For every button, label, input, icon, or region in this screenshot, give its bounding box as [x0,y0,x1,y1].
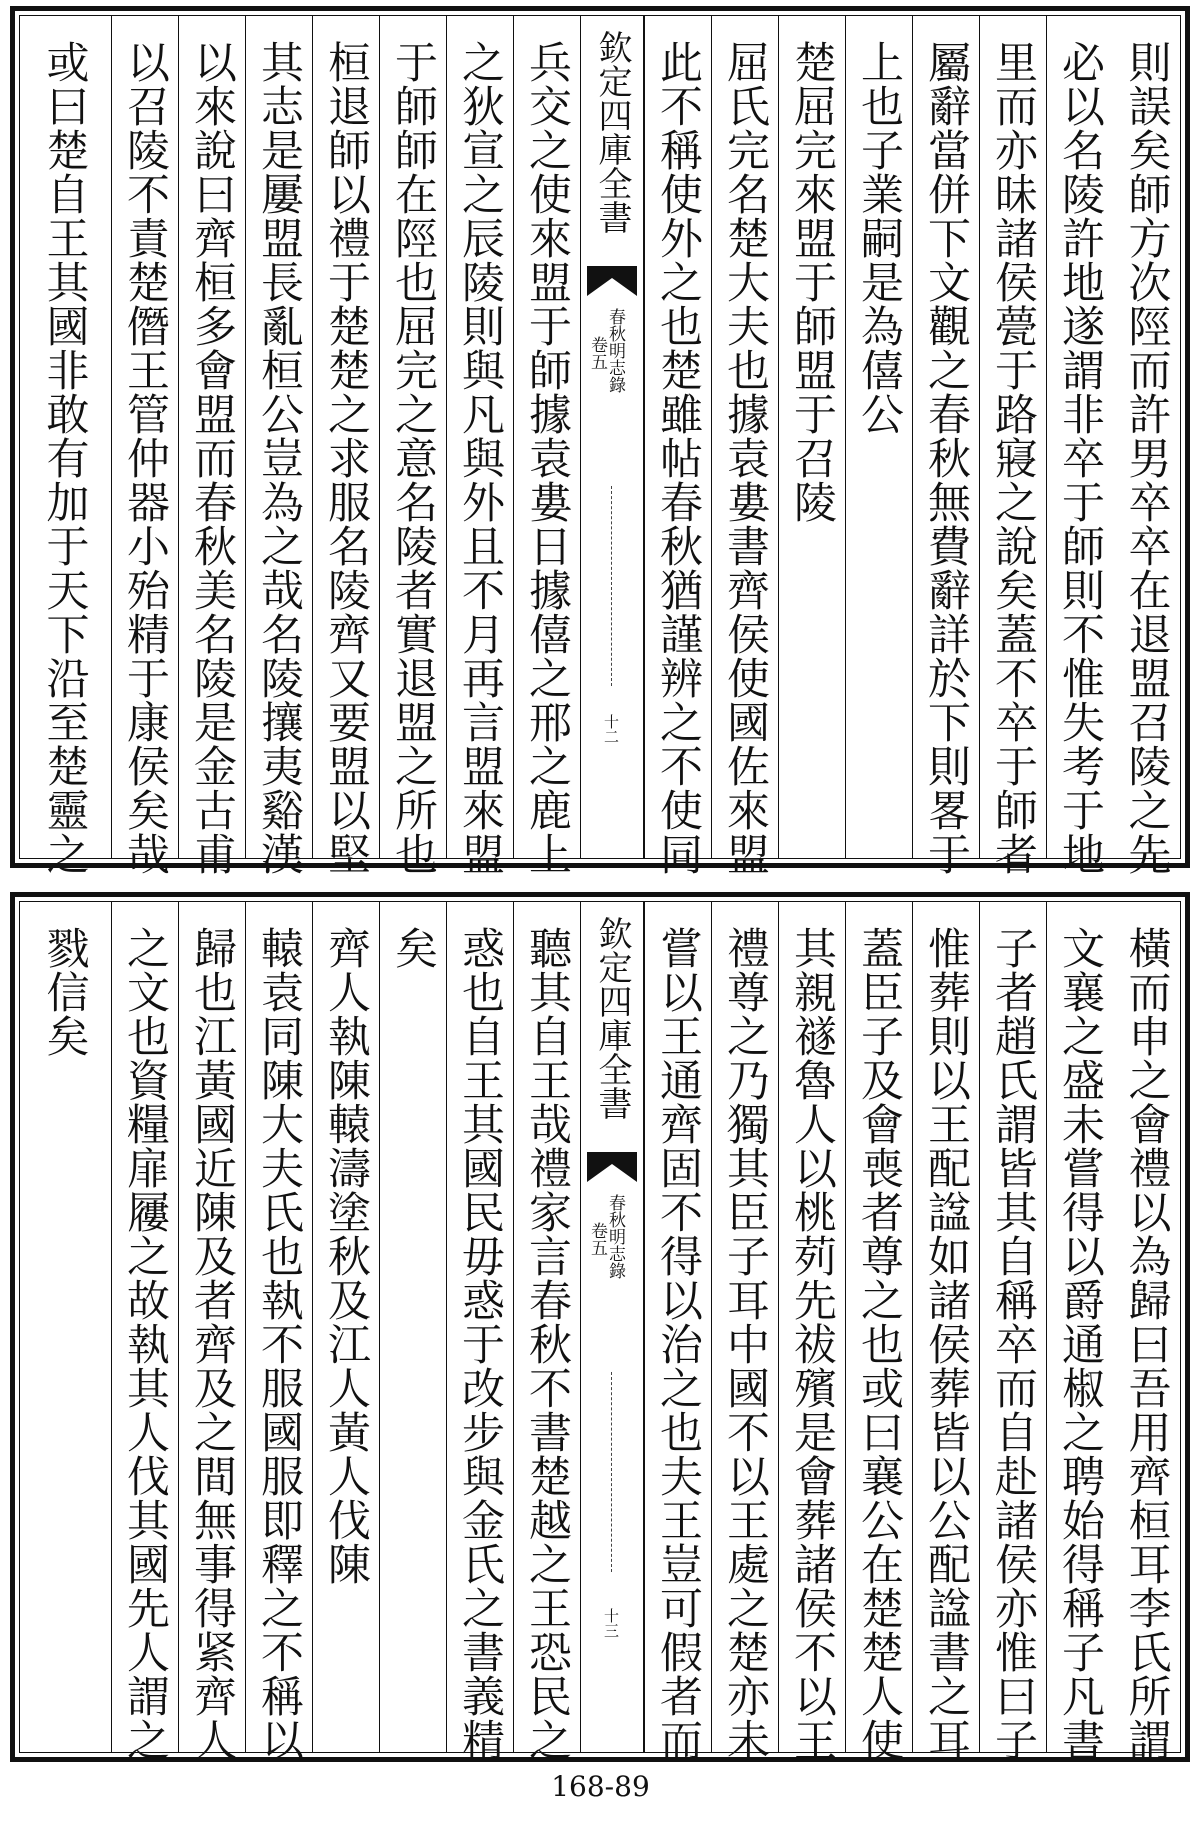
text-column [1113,16,1180,876]
text-column [1046,16,1113,876]
column-text: 則誤矣師方次陘而許男卒卒在退盟召陵之先 [1121,40,1172,876]
book-title: 春秋明志錄 [605,308,625,393]
upper-leaf [10,6,1190,876]
spine [580,16,644,858]
text-column [912,902,979,1762]
book-series-title: 欽定四庫全書 [592,916,632,1120]
column-text: 屈氏完名楚大夫也據袁婁書齊侯使國佐來盟 [720,40,770,876]
column-text: 上也子業嗣是為僖公 [854,40,904,436]
column-text: 戮信矣 [39,926,90,1058]
upper-leaf-frame [19,15,1181,876]
fish-tail-mark-icon [587,266,637,296]
column-text: 嘗以王通齊固不得以治之也夫王豈可假者而 [653,926,703,1762]
text-column [1046,902,1113,1762]
text-column [778,16,845,858]
text-column [979,902,1046,1762]
volume-number: 卷五 [587,336,607,370]
column-text: 子者趙氏謂皆其自稱卒而自赴諸侯亦惟曰子 [988,926,1038,1762]
text-column [312,902,379,1752]
page-reference-number: 168-89 [551,1770,650,1803]
text-column [178,902,245,1762]
text-column [778,902,845,1762]
text-column [979,16,1046,876]
text-column [245,16,312,876]
column-text: 或曰楚自王其國非敢有加于天下沿至楚靈之 [39,40,90,876]
column-text: 矣 [388,926,438,970]
text-column [845,902,912,1762]
book-title: 春秋明志錄 [605,1194,625,1279]
column-text: 楚屈完來盟于師盟于召陵 [787,40,837,524]
column-text: 蓋臣子及會喪者尊之也或曰襄公在楚楚人使 [854,926,904,1762]
text-column [845,16,912,858]
fish-tail-mark-icon [587,1152,637,1182]
lower-leaf [10,892,1190,1762]
column-text: 其親禭魯人以桃茢先祓殯是會葬諸侯不以王 [787,926,837,1762]
text-column [111,902,178,1762]
text-column [446,16,513,876]
text-column [644,902,711,1762]
column-text: 歸也江黃國近陳及者齊及之間無事得紧齊人 [187,926,237,1762]
column-text: 以來說曰齊桓多會盟而春秋美名陵是金古甫 [187,40,237,876]
text-column [111,16,178,876]
column-text: 此不稱使外之也楚雖帖春秋猶謹辨之不使同 [653,40,703,876]
column-text: 兵交之使來盟于師據袁婁日據僖之邢之鹿上 [522,40,572,876]
text-column [711,902,778,1762]
column-text: 惑也自王其國民毋惑于改步與金氏之書義精 [455,926,505,1762]
text-column [446,902,513,1762]
text-column [379,16,446,876]
column-text: 橫而申之會禮以為歸曰吾用齊桓耳李氏所謂 [1121,926,1172,1762]
column-text: 于師師在陘也屈完之意名陵者實退盟之所也 [388,40,438,876]
volume-number: 卷五 [587,1222,607,1256]
column-text: 轅袁同陳大夫氏也執不服國服即釋之不稱以 [254,926,304,1762]
column-text: 桓退師以禮于楚楚之求服名陵齊又要盟以堅 [321,40,371,876]
column-text: 文襄之盛未嘗得以爵通椒之聘始得稱子凡書 [1055,926,1105,1762]
column-text: 必以名陵許地遂謂非卒于師則不惟失考于地 [1055,40,1105,876]
column-text: 之狄宣之辰陵則與凡與外且不月再言盟來盟 [455,40,505,876]
column-text: 里而亦昧諸侯甍于路寢之說矣蓋不卒于師者 [988,40,1038,876]
folio-number: 十二 [602,714,620,744]
text-column [912,16,979,876]
column-text: 之文也資糧扉屨之故執其人伐其國先人謂之 [120,926,170,1762]
text-column [18,16,111,876]
text-column [312,16,379,876]
text-column [711,16,778,876]
text-column [644,16,711,876]
column-text: 其志是屢盟長亂桓公豈為之哉名陵攘夷谿漢 [254,40,304,876]
lower-leaf-frame [19,901,1181,1762]
text-column [245,902,312,1762]
spine [580,902,644,1752]
column-text: 聽其自王哉禮家言春秋不書楚越之王恐民之 [522,926,572,1762]
text-column [513,16,580,876]
column-text: 禮尊之乃獨其臣子耳中國不以王處之楚亦未 [720,926,770,1762]
text-column [513,902,580,1762]
text-column [178,16,245,876]
spine-rule [611,486,612,686]
column-text: 惟葬則以王配諡如諸侯葬皆以公配諡書之耳 [921,926,971,1762]
folio-number: 十三 [602,1608,620,1638]
book-series-title: 欽定四庫全書 [592,30,632,234]
text-column [1113,902,1180,1762]
column-text: 以召陵不責楚僭王管仲器小殆精于康侯矣哉 [120,40,170,876]
column-text: 齊人執陳轅濤塗秋及江人黃人伐陳 [321,926,371,1586]
text-column [18,902,111,1752]
text-column [379,902,446,1752]
column-text: 屬辭當併下文觀之春秋無費辭詳於下則畧于 [921,40,971,876]
spine-rule [611,1372,612,1572]
